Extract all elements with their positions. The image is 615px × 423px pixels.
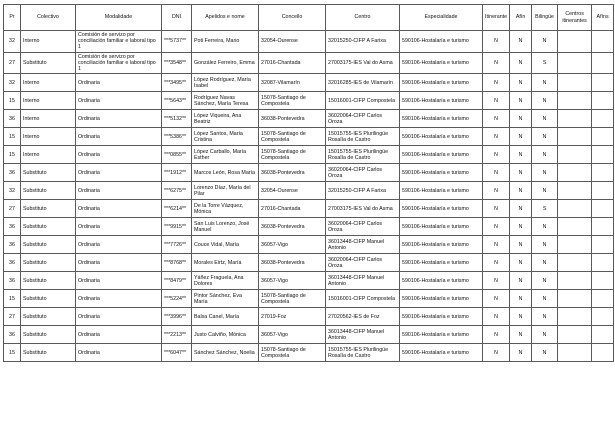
cell-dni: ***5386**	[162, 128, 192, 146]
cell-pr: 15	[4, 92, 21, 110]
cell-concello: 15078-Santiago de Compostela	[259, 344, 326, 362]
cell-modalidade: Ordinaria	[76, 326, 162, 344]
cell-afins	[592, 344, 614, 362]
header-centro: Centro	[326, 5, 400, 31]
header-concello: Concello	[259, 5, 326, 31]
cell-pr: 32	[4, 182, 21, 200]
cell-afin: N	[510, 74, 532, 92]
cell-centro: 15015755-IES Plurilingüe Rosalía de Castro	[326, 344, 400, 362]
cell-itinerante: N	[483, 164, 510, 182]
cell-especialidade: 590106-Hostalaría e turismo	[400, 218, 483, 236]
cell-modalidade: Ordinaria	[76, 74, 162, 92]
cell-colectivo: Interno	[21, 110, 76, 128]
cell-afins	[592, 128, 614, 146]
cell-bilingue: N	[532, 74, 558, 92]
cell-apelidos-nome: San Luis Lorenzo, José Manuel	[192, 218, 259, 236]
cell-concello: 27019-Foz	[259, 308, 326, 326]
cell-colectivo: Substituto	[21, 326, 76, 344]
cell-bilingue: N	[532, 308, 558, 326]
cell-modalidade: Ordinaria	[76, 110, 162, 128]
cell-bilingue: N	[532, 236, 558, 254]
cell-itinerante: N	[483, 344, 510, 362]
cell-centro: 36020064-CIFP Carlos Oroza	[326, 164, 400, 182]
cell-afins	[592, 31, 614, 53]
cell-centros-itinerantes	[558, 290, 592, 308]
cell-apelidos-nome: Poti Ferreira, Mario	[192, 31, 259, 53]
cell-modalidade: Ordinaria	[76, 272, 162, 290]
cell-centro: 36013448-CIFP Manuel Antonio	[326, 326, 400, 344]
cell-concello: 32054-Ourense	[259, 182, 326, 200]
cell-bilingue: N	[532, 110, 558, 128]
table-row	[4, 290, 614, 308]
cell-afin: N	[510, 236, 532, 254]
cell-colectivo: Substituto	[21, 344, 76, 362]
cell-colectivo: Interno	[21, 146, 76, 164]
cell-modalidade: Ordinaria	[76, 128, 162, 146]
cell-centro: 36020064-CIFP Carlos Oroza	[326, 218, 400, 236]
cell-centros-itinerantes	[558, 146, 592, 164]
table-row	[4, 52, 614, 74]
cell-pr: 36	[4, 236, 21, 254]
cell-centros-itinerantes	[558, 31, 592, 53]
cell-concello: 32054-Ourense	[259, 31, 326, 53]
cell-concello: 36038-Pontevedra	[259, 218, 326, 236]
cell-afin: N	[510, 146, 532, 164]
cell-afins	[592, 182, 614, 200]
table-row	[4, 254, 614, 272]
header-afin: Afín	[510, 5, 532, 31]
cell-afins	[592, 254, 614, 272]
cell-centros-itinerantes	[558, 218, 592, 236]
cell-itinerante: N	[483, 146, 510, 164]
cell-dni: ***6275**	[162, 182, 192, 200]
cell-dni: ***1912**	[162, 164, 192, 182]
cell-bilingue: N	[532, 326, 558, 344]
cell-apelidos-nome: López Santos, María Cristina	[192, 128, 259, 146]
cell-modalidade: Comisión de servizo por conciliación familiar e laboral tipo 1	[76, 52, 162, 74]
cell-centros-itinerantes	[558, 92, 592, 110]
cell-afins	[592, 164, 614, 182]
cell-afin: N	[510, 92, 532, 110]
cell-afins	[592, 308, 614, 326]
cell-itinerante: N	[483, 272, 510, 290]
cell-afin: N	[510, 110, 532, 128]
cell-pr: 36	[4, 164, 21, 182]
cell-bilingue: S	[532, 52, 558, 74]
cell-afin: N	[510, 128, 532, 146]
table-row	[4, 31, 614, 53]
table-row	[4, 236, 614, 254]
cell-centros-itinerantes	[558, 182, 592, 200]
cell-especialidade: 590106-Hostalaría e turismo	[400, 146, 483, 164]
cell-afins	[592, 110, 614, 128]
cell-itinerante: N	[483, 326, 510, 344]
cell-pr: 15	[4, 290, 21, 308]
cell-pr: 32	[4, 31, 21, 53]
cell-apelidos-nome: López Carballo, María Esther	[192, 146, 259, 164]
header-pr: Pr	[4, 5, 21, 31]
cell-bilingue: N	[532, 254, 558, 272]
header-especialidade: Especialidade	[400, 5, 483, 31]
cell-itinerante: N	[483, 254, 510, 272]
cell-afin: N	[510, 200, 532, 218]
cell-concello: 27016-Chantada	[259, 52, 326, 74]
cell-afins	[592, 52, 614, 74]
table-body	[4, 31, 614, 362]
header-dni: DNI	[162, 5, 192, 31]
cell-pr: 15	[4, 344, 21, 362]
cell-afins	[592, 236, 614, 254]
cell-centro: 27020562-IES de Foz	[326, 308, 400, 326]
header-itinerante: Itinerante	[483, 5, 510, 31]
cell-bilingue: N	[532, 272, 558, 290]
cell-pr: 27	[4, 308, 21, 326]
cell-apelidos-nome: Marcos León, Rosa María	[192, 164, 259, 182]
cell-apelidos-nome: Yáñez Fraguela, Ana Dolores	[192, 272, 259, 290]
cell-centros-itinerantes	[558, 200, 592, 218]
cell-itinerante: N	[483, 52, 510, 74]
cell-modalidade: Ordinaria	[76, 236, 162, 254]
cell-apelidos-nome: Pintor Sánchez, Eva María	[192, 290, 259, 308]
header-modalidade: Modalidade	[76, 5, 162, 31]
cell-afins	[592, 290, 614, 308]
cell-modalidade: Ordinaria	[76, 182, 162, 200]
cell-especialidade: 590106-Hostalaría e turismo	[400, 290, 483, 308]
cell-centro: 15016001-CIFP Compostela	[326, 92, 400, 110]
cell-afin: N	[510, 344, 532, 362]
cell-dni: ***5737**	[162, 31, 192, 53]
cell-centro: 32016285-IES de Vilamarín	[326, 74, 400, 92]
cell-especialidade: 590106-Hostalaría e turismo	[400, 344, 483, 362]
cell-afin: N	[510, 272, 532, 290]
cell-pr: 36	[4, 254, 21, 272]
cell-itinerante: N	[483, 308, 510, 326]
cell-colectivo: Substituto	[21, 52, 76, 74]
cell-concello: 15078-Santiago de Compostela	[259, 290, 326, 308]
cell-especialidade: 590106-Hostalaría e turismo	[400, 326, 483, 344]
cell-afin: N	[510, 290, 532, 308]
cell-centros-itinerantes	[558, 164, 592, 182]
cell-concello: 15078-Santiago de Compostela	[259, 146, 326, 164]
cell-colectivo: Substituto	[21, 182, 76, 200]
cell-dni: ***5224**	[162, 290, 192, 308]
cell-dni: ***6047**	[162, 344, 192, 362]
cell-apelidos-nome: López Viqueira, Ana Beatriz	[192, 110, 259, 128]
assignments-table	[3, 4, 614, 362]
cell-especialidade: 590106-Hostalaría e turismo	[400, 308, 483, 326]
cell-dni: ***7726**	[162, 236, 192, 254]
cell-modalidade: Ordinaria	[76, 254, 162, 272]
cell-pr: 15	[4, 128, 21, 146]
cell-modalidade: Ordinaria	[76, 308, 162, 326]
cell-concello: 36057-Vigo	[259, 326, 326, 344]
cell-centro: 36020064-CIFP Carlos Oroza	[326, 110, 400, 128]
cell-apelidos-nome: Couce Vidal, María	[192, 236, 259, 254]
cell-colectivo: Interno	[21, 128, 76, 146]
cell-especialidade: 590106-Hostalaría e turismo	[400, 236, 483, 254]
cell-dni: ***6214**	[162, 200, 192, 218]
cell-afin: N	[510, 164, 532, 182]
cell-dni: ***3996**	[162, 308, 192, 326]
cell-centro: 32015250-CIFP A Farixa	[326, 182, 400, 200]
cell-modalidade: Ordinaria	[76, 200, 162, 218]
cell-especialidade: 590106-Hostalaría e turismo	[400, 110, 483, 128]
table-row	[4, 200, 614, 218]
cell-afins	[592, 218, 614, 236]
cell-centro: 15016001-CIFP Compostela	[326, 290, 400, 308]
cell-pr: 36	[4, 110, 21, 128]
cell-centros-itinerantes	[558, 272, 592, 290]
cell-bilingue: N	[532, 146, 558, 164]
cell-pr: 32	[4, 74, 21, 92]
cell-dni: ***9915**	[162, 218, 192, 236]
cell-afin: N	[510, 52, 532, 74]
cell-colectivo: Substituto	[21, 164, 76, 182]
cell-centro: 15015755-IES Plurilingüe Rosalía de Castro	[326, 128, 400, 146]
cell-pr: 15	[4, 146, 21, 164]
table-row	[4, 164, 614, 182]
cell-especialidade: 590106-Hostalaría e turismo	[400, 52, 483, 74]
cell-afins	[592, 74, 614, 92]
cell-afin: N	[510, 31, 532, 53]
cell-itinerante: N	[483, 236, 510, 254]
cell-itinerante: N	[483, 290, 510, 308]
table-row	[4, 92, 614, 110]
table-row	[4, 326, 614, 344]
cell-bilingue: N	[532, 164, 558, 182]
cell-apelidos-nome: Sánchez Sánchez, Noelia	[192, 344, 259, 362]
cell-colectivo: Substituto	[21, 254, 76, 272]
cell-afin: N	[510, 326, 532, 344]
cell-especialidade: 590106-Hostalaría e turismo	[400, 74, 483, 92]
cell-dni: ***8768**	[162, 254, 192, 272]
cell-dni: ***3548**	[162, 52, 192, 74]
cell-bilingue: N	[532, 92, 558, 110]
cell-afin: N	[510, 218, 532, 236]
cell-apelidos-nome: López Rodríguez, María Isabel	[192, 74, 259, 92]
cell-modalidade: Comisión de servizo por conciliación familiar e laboral tipo 1	[76, 31, 162, 53]
cell-concello: 36038-Pontevedra	[259, 110, 326, 128]
cell-centros-itinerantes	[558, 110, 592, 128]
table-row	[4, 128, 614, 146]
cell-colectivo: Interno	[21, 74, 76, 92]
cell-concello: 15078-Santiago de Compostela	[259, 92, 326, 110]
cell-centro: 27003175-IES Val do Asma	[326, 52, 400, 74]
cell-colectivo: Substituto	[21, 272, 76, 290]
cell-modalidade: Ordinaria	[76, 146, 162, 164]
cell-afins	[592, 200, 614, 218]
cell-especialidade: 590106-Hostalaría e turismo	[400, 272, 483, 290]
cell-concello: 15078-Santiago de Compostela	[259, 128, 326, 146]
cell-bilingue: N	[532, 218, 558, 236]
cell-bilingue: N	[532, 31, 558, 53]
table-row	[4, 344, 614, 362]
cell-especialidade: 590106-Hostalaría e turismo	[400, 92, 483, 110]
cell-pr: 36	[4, 218, 21, 236]
cell-itinerante: N	[483, 200, 510, 218]
cell-modalidade: Ordinaria	[76, 344, 162, 362]
cell-apelidos-nome: Balsa Canel, María	[192, 308, 259, 326]
cell-itinerante: N	[483, 128, 510, 146]
cell-centro: 36013448-CIFP Manuel Antonio	[326, 272, 400, 290]
cell-colectivo: Substituto	[21, 200, 76, 218]
cell-dni: ***2213**	[162, 326, 192, 344]
cell-pr: 27	[4, 200, 21, 218]
cell-concello: 36057-Vigo	[259, 272, 326, 290]
cell-itinerante: N	[483, 74, 510, 92]
table-row	[4, 218, 614, 236]
cell-pr: 36	[4, 272, 21, 290]
cell-afin: N	[510, 308, 532, 326]
cell-concello: 27016-Chantada	[259, 200, 326, 218]
cell-especialidade: 590106-Hostalaría e turismo	[400, 200, 483, 218]
header-bilingue: Bilingüe	[532, 5, 558, 31]
cell-apelidos-nome: González Ferreiro, Emma	[192, 52, 259, 74]
cell-dni: ***5643**	[162, 92, 192, 110]
cell-centros-itinerantes	[558, 236, 592, 254]
cell-especialidade: 590106-Hostalaría e turismo	[400, 128, 483, 146]
cell-colectivo: Substituto	[21, 218, 76, 236]
cell-afins	[592, 146, 614, 164]
cell-colectivo: Substituto	[21, 236, 76, 254]
cell-centros-itinerantes	[558, 74, 592, 92]
cell-itinerante: N	[483, 218, 510, 236]
cell-centros-itinerantes	[558, 52, 592, 74]
cell-centro: 36020064-CIFP Carlos Oroza	[326, 254, 400, 272]
cell-concello: 32087-Vilamarín	[259, 74, 326, 92]
cell-bilingue: S	[532, 200, 558, 218]
cell-modalidade: Ordinaria	[76, 218, 162, 236]
cell-apelidos-nome: Morales Eirtz, María	[192, 254, 259, 272]
header-apelidos-nome: Apelidos e nome	[192, 5, 259, 31]
header-row	[4, 5, 614, 31]
cell-colectivo: Interno	[21, 92, 76, 110]
cell-bilingue: N	[532, 128, 558, 146]
cell-especialidade: 590106-Hostalaría e turismo	[400, 254, 483, 272]
cell-itinerante: N	[483, 182, 510, 200]
table-row	[4, 272, 614, 290]
cell-especialidade: 590106-Hostalaría e turismo	[400, 164, 483, 182]
cell-apelidos-nome: De la Torre Vázquez, Mónica	[192, 200, 259, 218]
cell-modalidade: Ordinaria	[76, 92, 162, 110]
cell-concello: 36038-Pontevedra	[259, 254, 326, 272]
cell-colectivo: Interno	[21, 31, 76, 53]
cell-apelidos-nome: Rodríguez Navas Sánchez, María Teresa	[192, 92, 259, 110]
cell-centro: 27003175-IES Val do Asma	[326, 200, 400, 218]
cell-concello: 36038-Pontevedra	[259, 164, 326, 182]
table-row	[4, 182, 614, 200]
cell-centros-itinerantes	[558, 344, 592, 362]
cell-modalidade: Ordinaria	[76, 290, 162, 308]
cell-apelidos-nome: Justo Calviño, Mónica	[192, 326, 259, 344]
cell-afin: N	[510, 254, 532, 272]
cell-centros-itinerantes	[558, 326, 592, 344]
table-row	[4, 308, 614, 326]
cell-colectivo: Substituto	[21, 290, 76, 308]
cell-itinerante: N	[483, 31, 510, 53]
cell-concello: 36057-Vigo	[259, 236, 326, 254]
table-row	[4, 110, 614, 128]
cell-bilingue: N	[532, 290, 558, 308]
cell-apelidos-nome: Lorenzo Díaz, María del Pilar	[192, 182, 259, 200]
header-colectivo: Colectivo	[21, 5, 76, 31]
cell-centro: 15015755-IES Plurilingüe Rosalía de Castro	[326, 146, 400, 164]
cell-especialidade: 590106-Hostalaría e turismo	[400, 182, 483, 200]
cell-afins	[592, 272, 614, 290]
table-row	[4, 74, 614, 92]
cell-centros-itinerantes	[558, 254, 592, 272]
cell-centro: 36013448-CIFP Manuel Antonio	[326, 236, 400, 254]
table-row	[4, 146, 614, 164]
cell-dni: ***5132**	[162, 110, 192, 128]
cell-modalidade: Ordinaria	[76, 164, 162, 182]
cell-itinerante: N	[483, 92, 510, 110]
cell-pr: 36	[4, 326, 21, 344]
cell-bilingue: N	[532, 182, 558, 200]
cell-bilingue: N	[532, 344, 558, 362]
cell-especialidade: 590106-Hostalaría e turismo	[400, 31, 483, 53]
cell-centros-itinerantes	[558, 128, 592, 146]
cell-afins	[592, 92, 614, 110]
cell-afin: N	[510, 182, 532, 200]
cell-afins	[592, 326, 614, 344]
header-afins: Afíns	[592, 5, 614, 31]
cell-dni: ***3495**	[162, 74, 192, 92]
cell-centro: 32015250-CIFP A Farixa	[326, 31, 400, 53]
cell-itinerante: N	[483, 110, 510, 128]
cell-centros-itinerantes	[558, 308, 592, 326]
document-page	[3, 4, 614, 362]
cell-pr: 27	[4, 52, 21, 74]
cell-dni: ***0855**	[162, 146, 192, 164]
cell-colectivo: Substituto	[21, 308, 76, 326]
header-centros-itinerantes: Centros itinerantes	[558, 5, 592, 31]
cell-dni: ***8479**	[162, 272, 192, 290]
